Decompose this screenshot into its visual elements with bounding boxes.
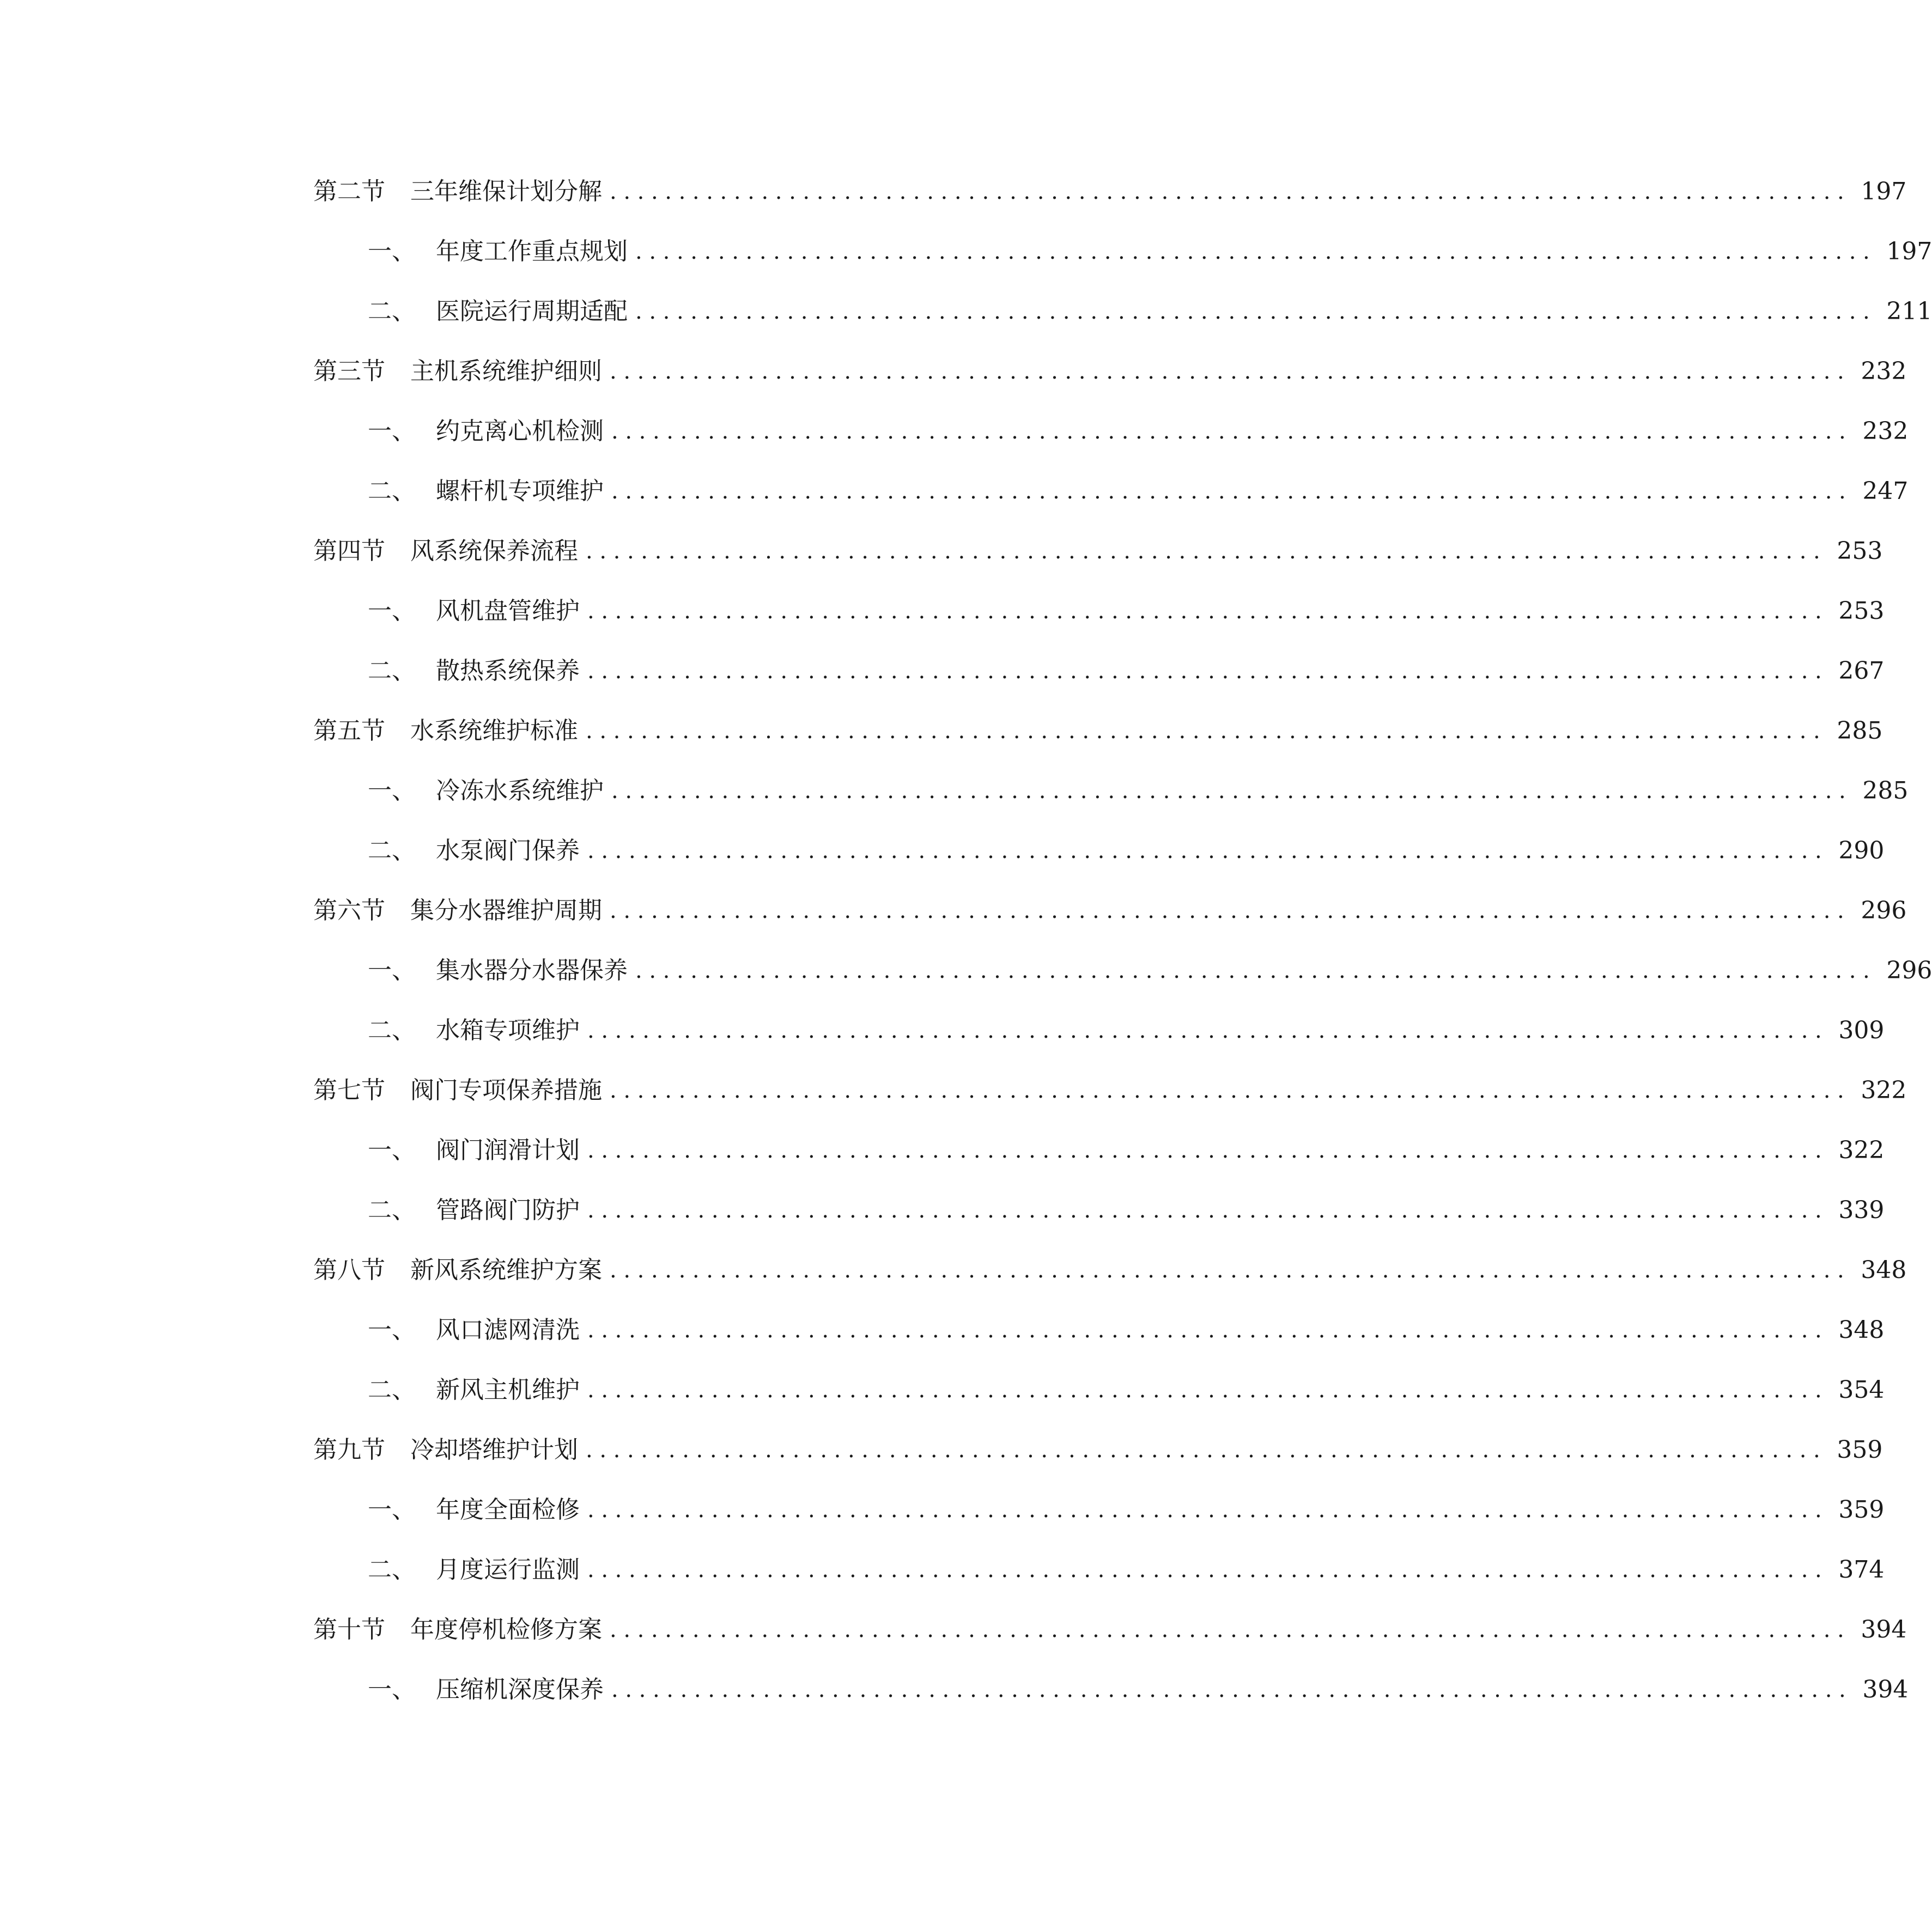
- toc-entry-subsection[interactable]: [368, 1668, 1909, 1712]
- toc-dot-leader: ..........................................................................................: [611, 1677, 1853, 1702]
- toc-dot-leader: ..........................................................................................: [610, 1617, 1851, 1642]
- toc-dot-leader: ..........................................................................................: [586, 1438, 1827, 1463]
- toc-entry-page: 232: [1861, 357, 1907, 385]
- toc-entry-page: 296: [1886, 957, 1932, 984]
- toc-entry-title: 水箱专项维护: [436, 1017, 580, 1044]
- toc-entry-number: 第八节: [313, 1256, 385, 1284]
- toc-entry-section[interactable]: [313, 1428, 1883, 1472]
- toc-entry-number: 第七节: [313, 1076, 385, 1104]
- toc-entry-section[interactable]: [313, 1608, 1907, 1652]
- toc-entry-subsection[interactable]: [368, 589, 1885, 633]
- toc-entry-section[interactable]: [313, 1069, 1907, 1112]
- toc-entry-subsection[interactable]: [368, 1129, 1885, 1172]
- toc-entry-page: 211: [1886, 297, 1932, 325]
- toc-entry-subsection[interactable]: [368, 1189, 1885, 1232]
- toc-entry-section[interactable]: [313, 530, 1883, 573]
- toc-entry-number: 第六节: [313, 897, 385, 924]
- toc-entry-page: 253: [1838, 597, 1885, 625]
- toc-entry-page: 348: [1838, 1316, 1885, 1344]
- toc-entry-title: 医院运行周期适配: [436, 297, 628, 325]
- toc-dot-leader: ..........................................................................................: [587, 1318, 1829, 1343]
- toc-entry-page: 296: [1861, 897, 1907, 924]
- toc-entry-number: 一、: [368, 1676, 416, 1703]
- toc-entry-page: 267: [1838, 657, 1885, 685]
- toc-entry-page: 285: [1837, 717, 1883, 745]
- toc-entry-page: 247: [1862, 477, 1909, 505]
- toc-entry-page: 359: [1838, 1496, 1885, 1524]
- toc-entry-title: 阀门润滑计划: [436, 1136, 580, 1164]
- toc-dot-leader: ..........................................................................................: [587, 1138, 1829, 1163]
- toc-dot-leader: ..........................................................................................: [610, 359, 1851, 384]
- toc-entry-subsection[interactable]: [368, 1548, 1885, 1592]
- toc-entry-number: 第二节: [313, 178, 385, 205]
- toc-entry-subsection[interactable]: [368, 470, 1909, 513]
- toc-entry-page: 354: [1838, 1376, 1885, 1404]
- toc-entry-page: 359: [1837, 1436, 1883, 1464]
- toc-entry-title: 水泵阀门保养: [436, 837, 580, 865]
- toc-entry-number: 二、: [368, 297, 416, 325]
- toc-entry-number: 一、: [368, 1316, 416, 1344]
- toc-entry-subsection[interactable]: [368, 410, 1909, 453]
- toc-entry-number: 一、: [368, 777, 416, 805]
- toc-entry-page: 232: [1862, 417, 1909, 445]
- toc-entry-page: 285: [1862, 777, 1909, 805]
- toc-entry-number: 一、: [368, 417, 416, 445]
- toc-entry-number: 二、: [368, 657, 416, 685]
- toc-entry-page: 394: [1862, 1676, 1909, 1703]
- toc-entry-title: 散热系统保养: [436, 657, 580, 685]
- toc-dot-leader: ..........................................................................................: [610, 1258, 1851, 1283]
- toc-entry-subsection[interactable]: [368, 290, 1932, 333]
- toc-entry-subsection[interactable]: [368, 1309, 1885, 1352]
- toc-dot-leader: ..........................................................................................: [635, 958, 1877, 983]
- toc-dot-leader: ..........................................................................................: [635, 299, 1877, 324]
- toc-entry-title: 集水器分水器保养: [436, 957, 628, 984]
- toc-entry-number: 一、: [368, 1136, 416, 1164]
- toc-entry-number: 一、: [368, 1496, 416, 1524]
- toc-entry-page: 290: [1838, 837, 1885, 865]
- toc-entry-number: 第四节: [313, 537, 385, 565]
- toc-entry-page: 197: [1861, 178, 1907, 205]
- toc-entry-page: 322: [1861, 1076, 1907, 1104]
- toc-entry-title: 月度运行监测: [436, 1556, 580, 1584]
- toc-entry-number: 一、: [368, 597, 416, 625]
- toc-entry-title: 集分水器维护周期: [410, 897, 602, 924]
- toc-entry-section[interactable]: [313, 350, 1907, 393]
- toc-entry-subsection[interactable]: [368, 649, 1885, 693]
- toc-entry-number: 第三节: [313, 357, 385, 385]
- toc-dot-leader: ..........................................................................................: [587, 659, 1829, 684]
- toc-entry-title: 螺杆机专项维护: [436, 477, 604, 505]
- toc-entry-section[interactable]: [313, 889, 1907, 933]
- toc-dot-leader: ..........................................................................................: [587, 1018, 1829, 1043]
- toc-dot-leader: ..........................................................................................: [610, 179, 1851, 204]
- toc-entry-title: 新风系统维护方案: [410, 1256, 602, 1284]
- toc-dot-leader: ..........................................................................................: [611, 419, 1853, 444]
- toc-entry-title: 风系统保养流程: [410, 537, 578, 565]
- toc-entry-title: 风口滤网清洗: [436, 1316, 580, 1344]
- toc-entry-number: 二、: [368, 1017, 416, 1044]
- toc-entry-page: 339: [1838, 1196, 1885, 1224]
- toc-entry-title: 年度停机检修方案: [410, 1616, 602, 1644]
- toc-entry-title: 新风主机维护: [436, 1376, 580, 1404]
- toc-entry-page: 197: [1886, 238, 1932, 265]
- toc-entry-number: 二、: [368, 1376, 416, 1404]
- toc-entry-subsection[interactable]: [368, 230, 1932, 273]
- toc-entry-number: 一、: [368, 957, 416, 984]
- toc-entry-title: 年度全面检修: [436, 1496, 580, 1524]
- toc-entry-title: 压缩机深度保养: [436, 1676, 604, 1703]
- toc-entry-title: 冷却塔维护计划: [410, 1436, 578, 1464]
- toc-entry-page: 253: [1837, 537, 1883, 565]
- toc-entry-subsection[interactable]: [368, 1009, 1885, 1052]
- toc-entry-subsection[interactable]: [368, 1368, 1885, 1412]
- toc-entry-page: 394: [1861, 1616, 1907, 1644]
- toc-entry-number: 一、: [368, 238, 416, 265]
- toc-entry-subsection[interactable]: [368, 769, 1909, 813]
- toc-entry-title: 风机盘管维护: [436, 597, 580, 625]
- toc-entry-title: 水系统维护标准: [410, 717, 578, 745]
- toc-dot-leader: ..........................................................................................: [586, 539, 1827, 564]
- toc-entry-number: 二、: [368, 477, 416, 505]
- toc-entry-title: 冷冻水系统维护: [436, 777, 604, 805]
- toc-entry-title: 三年维保计划分解: [410, 178, 602, 205]
- toc-dot-leader: ..........................................................................................: [611, 778, 1853, 804]
- toc-entry-number: 二、: [368, 1556, 416, 1584]
- toc-dot-leader: ..........................................................................................: [635, 239, 1877, 264]
- toc-dot-leader: ..........................................................................................: [611, 479, 1853, 504]
- toc-entry-title: 主机系统维护细则: [410, 357, 602, 385]
- toc-entry-number: 二、: [368, 1196, 416, 1224]
- toc-entry-number: 二、: [368, 837, 416, 865]
- toc-entry-page: 374: [1838, 1556, 1885, 1584]
- toc-entry-number: 第九节: [313, 1436, 385, 1464]
- toc-entry-subsection[interactable]: [368, 829, 1885, 873]
- toc-entry-page: 309: [1838, 1017, 1885, 1044]
- toc-entry-section[interactable]: [313, 1249, 1907, 1292]
- toc-entry-section[interactable]: [313, 709, 1883, 753]
- toc-dot-leader: ..........................................................................................: [587, 838, 1829, 863]
- toc-entry-title: 年度工作重点规划: [436, 238, 628, 265]
- toc-entry-subsection[interactable]: [368, 1488, 1885, 1532]
- toc-entry-title: 管路阀门防护: [436, 1196, 580, 1224]
- toc-entry-page: 322: [1838, 1136, 1885, 1164]
- toc-entry-title: 阀门专项保养措施: [410, 1076, 602, 1104]
- toc-dot-leader: ..........................................................................................: [610, 1078, 1851, 1103]
- toc-entry-title: 约克离心机检测: [436, 417, 604, 445]
- toc-dot-leader: ..........................................................................................: [587, 1378, 1829, 1403]
- toc-dot-leader: ..........................................................................................: [586, 719, 1827, 744]
- toc-dot-leader: ..........................................................................................: [587, 1498, 1829, 1523]
- toc-dot-leader: ..........................................................................................: [587, 1198, 1829, 1223]
- toc-entry-number: 第五节: [313, 717, 385, 745]
- toc-dot-leader: ..........................................................................................: [610, 898, 1851, 923]
- toc-dot-leader: ..........................................................................................: [587, 599, 1829, 624]
- toc-entry-section[interactable]: [313, 170, 1907, 214]
- toc-entry-subsection[interactable]: [368, 949, 1932, 993]
- toc-entry-number: 第十节: [313, 1616, 385, 1644]
- toc-entry-page: 348: [1861, 1256, 1907, 1284]
- toc-dot-leader: ..........................................................................................: [587, 1557, 1829, 1583]
